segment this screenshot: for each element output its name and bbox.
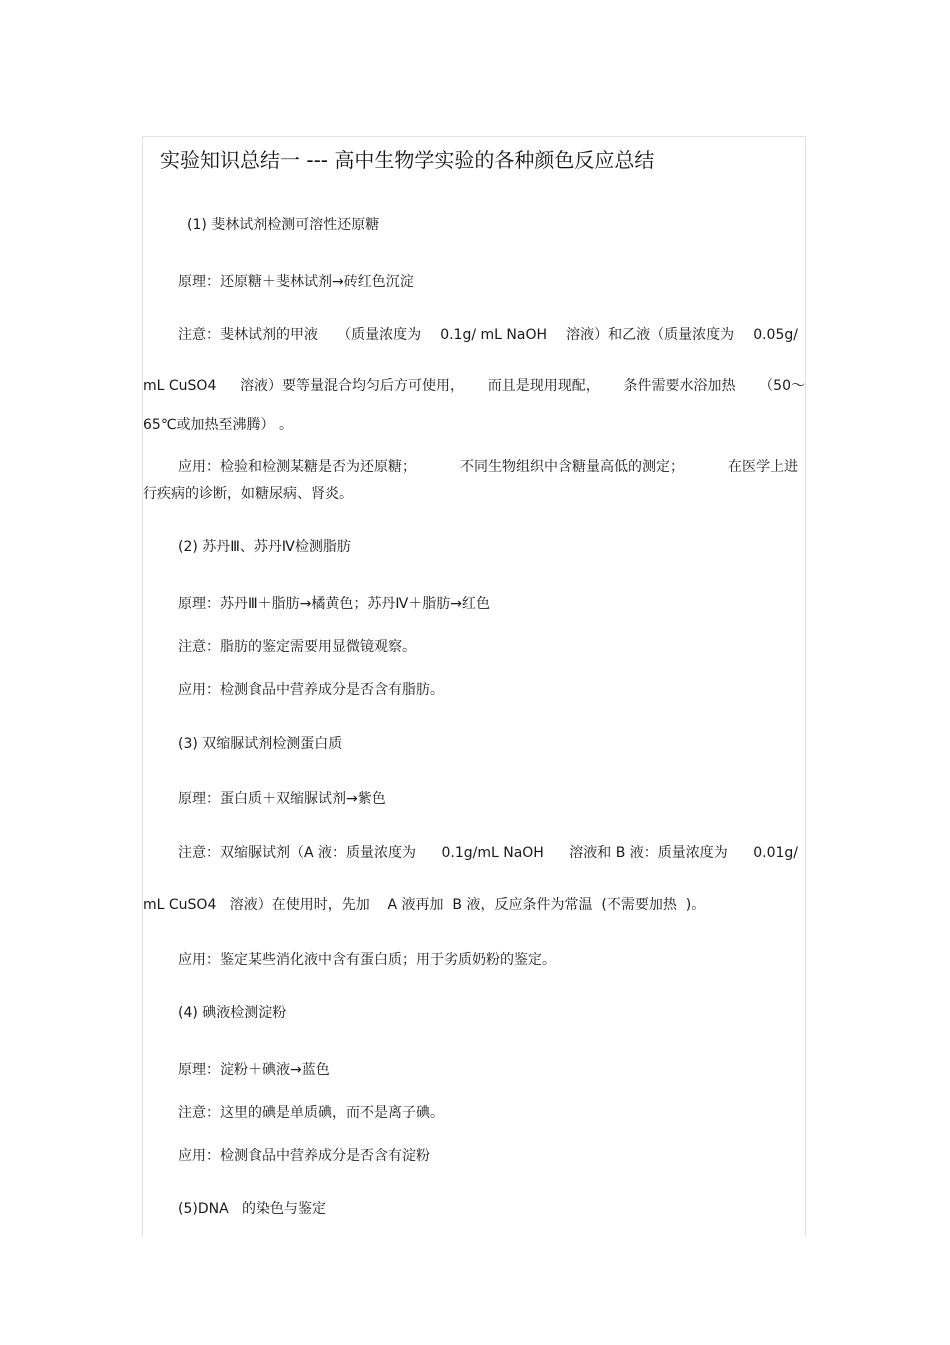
app-1-line1: 应用：检验和检测某糖是否为还原糖； 不同生物组织中含糖量高低的测定； 在医学上进 <box>178 459 798 475</box>
app-4: 应用：检测食品中营养成分是否含有淀粉 <box>178 1148 430 1164</box>
note-2: 注意：脂肪的鉴定需要用显微镜观察。 <box>178 639 416 655</box>
section-heading-4: (4) 碘液检测淀粉 <box>178 1005 287 1021</box>
note-3-line1: 注意：双缩脲试剂（A 液：质量浓度为 0.1g/mL NaOH 溶液和 B 液：质量浓度为 0.01g/ <box>178 845 798 861</box>
principle-4: 原理：淀粉＋碘液→蓝色 <box>178 1062 330 1078</box>
principle-2: 原理：苏丹Ⅲ＋脂肪→橘黄色；苏丹Ⅳ＋脂肪→红色 <box>178 596 491 612</box>
app-3: 应用：鉴定某些消化液中含有蛋白质；用于劣质奶粉的鉴定。 <box>178 952 556 968</box>
section-heading-1: (1) 斐林试剂检测可溶性还原糖 <box>187 217 380 233</box>
note-4: 注意：这里的碘是单质碘，而不是离子碘。 <box>178 1105 444 1121</box>
section-heading-5: (5)DNA 的染色与鉴定 <box>178 1201 327 1217</box>
principle-3: 原理：蛋白质＋双缩脲试剂→紫色 <box>178 791 386 807</box>
section-heading-2: (2) 苏丹Ⅲ、苏丹Ⅳ检测脂肪 <box>178 539 351 555</box>
app-2: 应用：检测食品中营养成分是否含有脂肪。 <box>178 682 444 698</box>
section-heading-3: (3) 双缩脲试剂检测蛋白质 <box>178 736 343 752</box>
note-3-line2: mL CuSO4 溶液）在使用时，先加 A 液再加 B 液，反应条件为常温 (不需要加热 )。 <box>143 897 706 913</box>
note-1-line3: 65℃或加热至沸腾） 。 <box>143 417 293 433</box>
page-title: 实验知识总结一 --- 高中生物学实验的各种颜色反应总结 <box>160 148 655 172</box>
note-1-line2: mL CuSO4 溶液）要等量混合均匀后方可使用， 而且是现用现配， 条件需要水浴加热 （50～ <box>143 378 805 394</box>
principle-1: 原理：还原糖＋斐林试剂→砖红色沉淀 <box>178 274 414 290</box>
note-1-line1: 注意：斐林试剂的甲液 （质量浓度为 0.1g/ mL NaOH 溶液）和乙液（质量浓度为 0.05g/ <box>178 327 798 343</box>
app-1-line2: 行疾病的诊断，如糖尿病、肾炎。 <box>143 486 353 502</box>
